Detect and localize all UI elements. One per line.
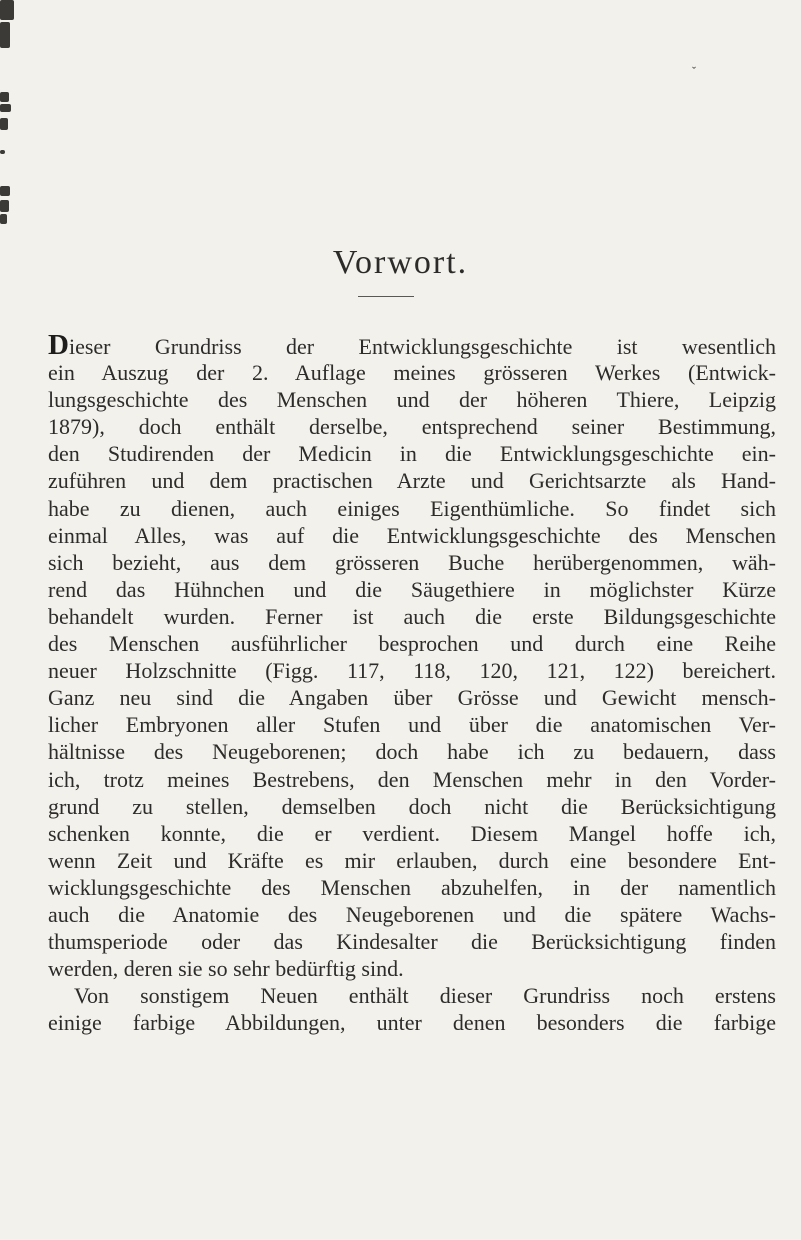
text-line: thumsperiode oder das Kindesalter die Berücksichtigung finden xyxy=(48,929,776,955)
text-line: sich bezieht, aus dem grösseren Buche herübergenommen, wäh- xyxy=(48,549,776,575)
text-line: lungsgeschichte des Menschen und der höheren Thiere, Leipzig xyxy=(48,387,776,413)
text-line: rend das Hühnchen und die Säugethiere in möglichster Kürze xyxy=(48,576,776,602)
text-line: einmal Alles, was auf die Entwicklungsgeschichte des Menschen xyxy=(48,522,776,548)
paragraph-2 xyxy=(48,982,776,1036)
text-line: werden, deren sie so sehr bedürftig sind. xyxy=(48,956,404,982)
text-line: ein Auszug der 2. Auflage meines grösseren Werkes (Entwick- xyxy=(48,360,776,386)
text-line: den Studirenden der Medicin in die Entwicklungsgeschichte ein- xyxy=(48,441,776,467)
scan-speck: ˇ xyxy=(692,64,696,78)
scan-edge-marks xyxy=(0,0,28,260)
text-line: einige farbige Abbildungen, unter denen besonders die farbige xyxy=(48,1010,776,1036)
page-title: Vorwort. xyxy=(332,244,469,281)
text-line: grund zu stellen, demselben doch nicht die Berücksichtigung xyxy=(48,793,776,819)
text-line: 1879), doch enthält derselbe, entsprechend seiner Bestimmung, xyxy=(48,414,776,440)
text-line: wenn Zeit und Kräfte es mir erlauben, durch eine besondere Ent- xyxy=(48,847,776,873)
title-divider xyxy=(358,296,414,297)
text-line: wicklungsgeschichte des Menschen abzuhelfen, in der namentlich xyxy=(48,874,776,900)
text-line: licher Embryonen aller Stufen und über die anatomischen Ver- xyxy=(48,712,776,738)
text-line: auch die Anatomie des Neugeborenen und die spätere Wachs- xyxy=(48,901,776,927)
text-line: Von sonstigem Neuen enthält dieser Grundriss noch erstens xyxy=(74,983,776,1009)
drop-cap: D xyxy=(48,329,69,361)
text-line: Dieser Grundriss der Entwicklungsgeschichte ist wesentlich xyxy=(48,329,776,361)
preface-body xyxy=(48,329,776,1036)
text-line: hältnisse des Neugeborenen; doch habe ich zu bedauern, dass xyxy=(48,739,776,765)
text-line: schenken konnte, die er verdient. Diesem Mangel hoffe ich, xyxy=(48,820,776,846)
text-line: des Menschen ausführlicher besprochen und durch eine Reihe xyxy=(48,631,776,657)
text-line: neuer Holzschnitte (Figg. 117, 118, 120, 121, 122) bereichert. xyxy=(48,658,776,684)
text-line: zuführen und dem practischen Arzte und Gerichtsarzte als Hand- xyxy=(48,468,776,494)
text-line: habe zu dienen, auch einiges Eigenthümliche. So findet sich xyxy=(48,495,776,521)
paragraph-1 xyxy=(48,329,776,982)
text-line: Ganz neu sind die Angaben über Grösse und Gewicht mensch- xyxy=(48,685,776,711)
text-line: ich, trotz meines Bestrebens, den Menschen mehr in den Vorder- xyxy=(48,766,776,792)
text-line: behandelt wurden. Ferner ist auch die erste Bildungsgeschichte xyxy=(48,603,776,629)
